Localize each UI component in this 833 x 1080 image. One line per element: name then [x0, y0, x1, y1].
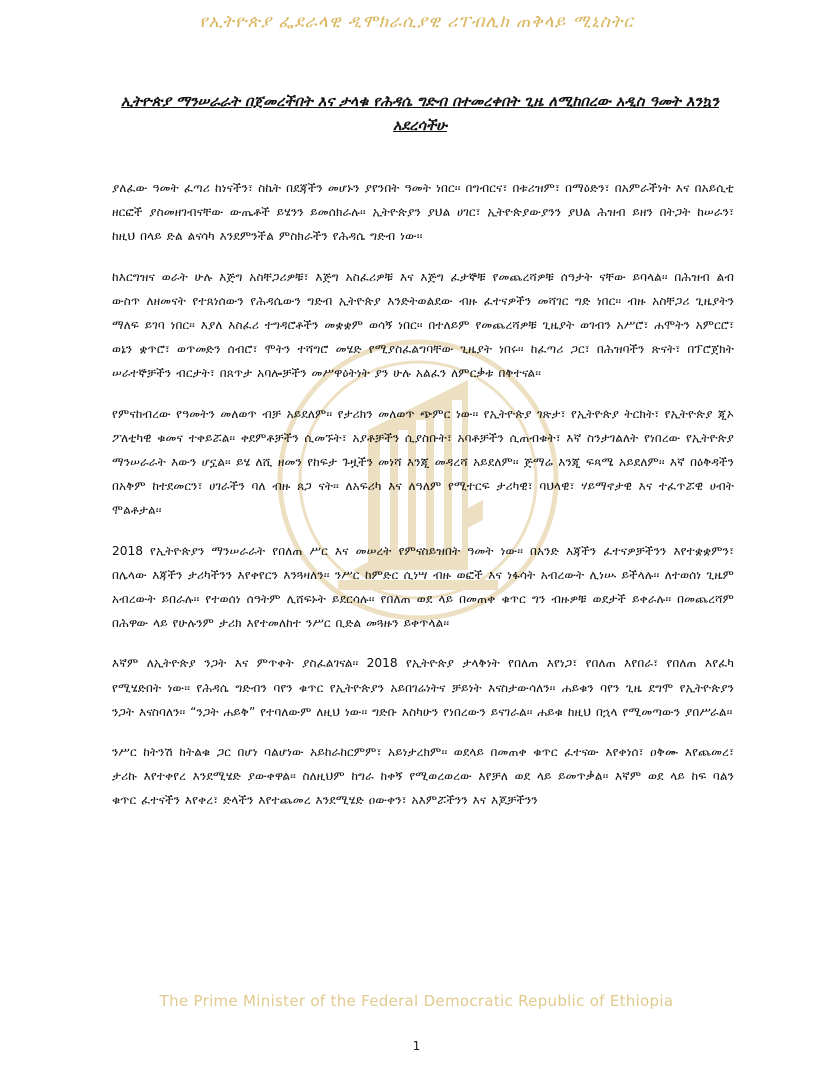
- paragraph: 2018 የኢትዮጵያን ማንሠራራት የበለጠ ሥር እና መሠረት የምናስይዝበት ዓመት ነው፡፡ በአንድ እጃችን ፈተናዎቻችንን እየተቋቋምን፣ በሌላው እጃችን ታሪካችንን እየቀየርን እንጓዛለን፡፡ ንሥር ከምድር ሲነሣ ብዙ ወፎች እና ነፋሳት አብረውት ሊነሡ ይችላሉ፡፡ ለተወሰነ ጊዜም አብረውት ይበራሉ፡፡ የተወሰነ ሰዓትም ሊሸፍኑት ይደርሳሉ፡፡ የበለጠ ወደ ላይ በመጠቀ ቁጥር ግን ብዙዎቹ ወደታች ይቀራሉ፡፡ በመጨረሻም በሕዋው ላይ የሁሉንም ታሪክ እየተመለከተ ንሥር ቢድል መጓዙን ይቀጥላል፡፡: [112, 543, 734, 631]
- document-title: ኢትዮጵያ ማንሠራራት በጀመረችበት እና ታላቁ የሕዳሴ ግድብ በተመረቀበት ጊዜ ለሚከበረው አዲስ ዓመት እንኳን አደረሳችሁ: [120, 94, 720, 134]
- document-body: [112, 176, 734, 829]
- paragraph: ያለፈው ዓመት ፈጣሪ ከነናችን፣ ስኬት በደጃችን መሆኑን ያየንበት ዓመት ነበር፡፡ በግብርና፣ በቱሪዝም፣ በማዕድን፣ በአምራችነት እና በአይሲቲ ዘርፎች ያስመዘገብናቸው ውጤቶች ይሄንን ይመሰክራሉ፡፡ ኢትዮጵያን ያህል ሀገር፣ ኢትዮጵያውያንን ያህል ሕዝብ ይዘን በትጋት ከሠራን፣ ከዚህ በላይ ድል ልናሳካ እንደምንችል ምስክራችን የሕዳሴ ግድብ ነው፡፡: [112, 181, 734, 244]
- page-number: 1: [412, 1039, 421, 1053]
- footer-office-line: The Prime Minister of the Federal Democratic Republic of Ethiopia: [159, 992, 674, 1010]
- paragraph: ንሥር ከትንሽ ከትልቁ ጋር በሆነ ባልሆነው አይከራከርምም፣ አይነታረክም፡፡ ወደላይ በመጠቀ ቁጥር ፈተናው እየቀነሰ፣ ዐቅሙ እየጨመረ፣ ታሪኩ እየተቀየረ እንደሚሄድ ያውቀዋል፡፡ ስለዚህም ከግራ ከቀኝ የሚወረወረው እየቻለ ወደ ላይ ይመጥቃል፡፡ እኛም ወደ ላይ ከፍ ባልን ቁጥር ፈተናችን እየቀረ፣ ድላችን እየተጨመረ እንደሚሄድ ዐውቀን፣ አእምሯችንን እና እጆቻችንን: [112, 745, 734, 808]
- paragraph: የምናከብረው የዓመትን መለወጥ ብቻ አይደለም፡፡ የታሪክን መለወጥ ጭምር ነው፡፡ የኢትዮጵያ ገጽታ፣ የኢትዮጵያ ትርክት፣ የኢትዮጵያ ጂኦ ፖለቲካዊ ቁመና ተቀይሯል፡፡ ቀደምቶቻችን ሲመኙት፣ አያቶቻችን ሲያስቡት፣ አባቶቻችን ሲጠብቁት፣ እኛ ስንታገልለት የነበረው የኢትዮጵያ ማንሠራራት እውን ሆኗል፡፡ ይሄ ለሺ ዘመን የከፍታ ጉዟችን መነሻ እንጂ መዳረሻ አይደለም፡፡ ጅማሬ እንጂ ፍጻሜ አይደለም፡፡ እኛ በዕቅዳችን በአቅም ከተደመርን፣ ሀገራችን ባለ ብዙ ጸጋ ናት፡፡ ለአፍሪካ እና ለዓለም የሚተርፍ ታሪካዊ፣ ባህላዊ፣ ሃይማኖታዊ እና ተፈጥሯዊ ሀብት ሞልቶታል፡፡: [112, 406, 734, 518]
- paragraph: ከእርግዝና ወራት ሁሉ እጅግ አስቸጋሪዎቹ፣ እጅግ አስፈሪዎቹ እና እጅግ ፈታኞቹ የመጨረሻዎቹ ሰዓታት ናቸው ይባላል፡፡ በሕዝብ ልብ ውስጥ ለዘመናት የተጸነሰውን የሕዳሴውን ግድብ ኢትዮጵያ እንድትወልደው ብዙ ፈተናዎችን መሻገር ግድ ነበር፡፡ ብዙ አስቸጋሪ ጊዜያትን ማለፍ ይገባ ነበር፡፡ እያለ እስፈሪ ተግዳሮቶችን መቋቋም ወሳኝ ነበር፡፡ በተለይም የመጨረሻዎቹ ጊዜያት ወገብን አሥሮ፣ ሐሞትን አምርሮ፣ ወኔን ቋጥሮ፣ ወጥመድን ሰብሮ፣ ሞትን ተሻግሮ መሄድ የሚያስፈልግባቸው ጊዜያት ነበሩ፡፡ ከፈጣሪ ጋር፣ በሕዝባችን ጽናት፣ በፕሮጀክት ሠራተኞቻችን ብርታት፣ በጸጥታ አባሎቻችን መሥዋዕትነት ያን ሁሉ አልፈን ለምርቃቱ በቅተናል፡፡: [112, 269, 734, 381]
- header-office-line: የኢትዮጵያ ፌደራላዊ ዲሞክራሲያዊ ሪፐብሊክ ጠቅላይ ሚኒስትር: [199, 12, 634, 32]
- paragraph: እኛም ለኢትዮጵያ ንጋት እና ምጥቀት ያስፈልገናል፡፡ 2018 የኢትዮጵያ ታላቅነት የበለጠ እየነጋ፣ የበለጠ እየበራ፣ የበለጠ እየፈካ የሚሄድበት ነው፡፡ የሕዳሴ ግድብን ባየን ቁጥር የኢትዮጵያን አይበገሬነትና ቻይነት እናስታውሳለን፡፡ ሐይቁን ባየን ጊዜ ደግሞ የኢትዮጵያን ንጋት እናስባለን፡፡ “ንጋት ሐይቅ” የተባለውም ለዚህ ነው፡፡ ግድቡ እስካሁን የነበረውን ይናገራል፡፡ ሐይቁ ከዚህ በኋላ የሚመጣውን ያበሥራል፡፡: [112, 656, 734, 719]
